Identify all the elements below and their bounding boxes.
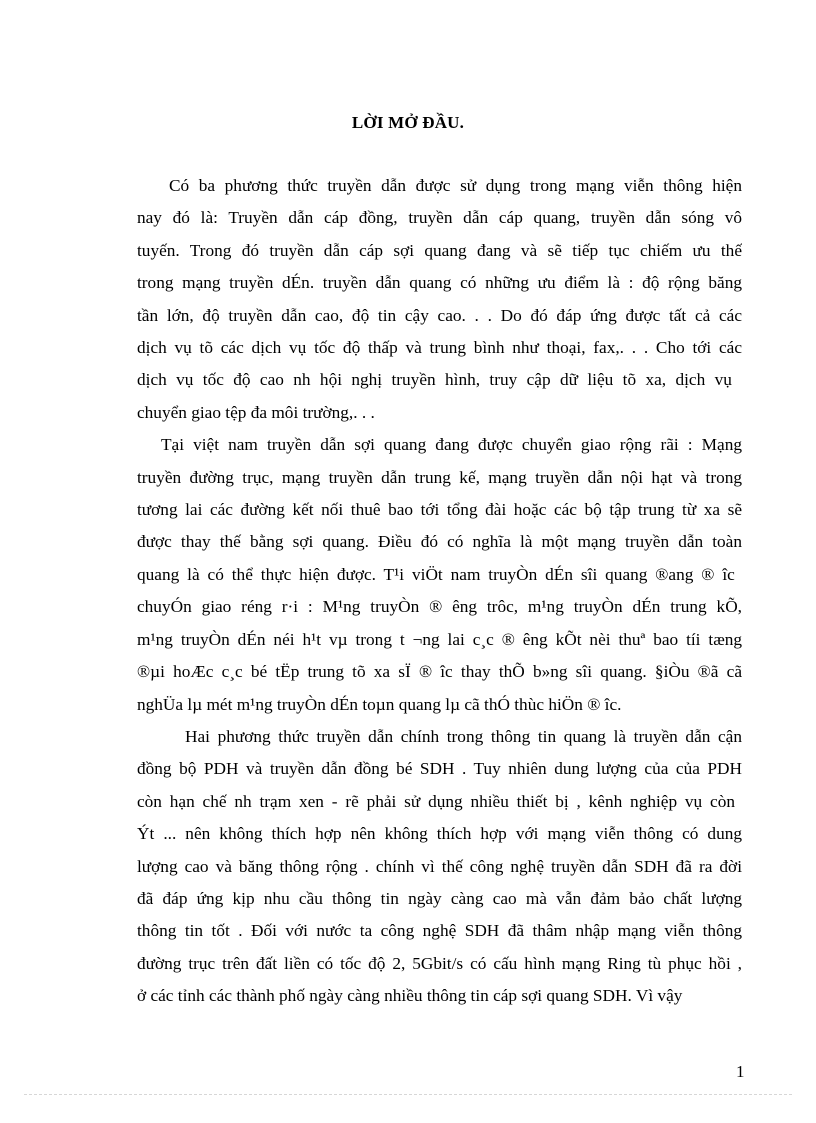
text-line: chuyển giao tệp đa môi trường,. . .: [137, 402, 375, 422]
paragraph: [137, 170, 742, 429]
text-line: Có ba phương thức truyền dẫn được sử dụng trong mạng viễn thông hiện: [169, 176, 742, 195]
text-line: ®µi hoÆc c¸c bé tËp trung tõ xa sÏ ® îc thay thÕ b»ng sîi quang. §iÒu ®ã cã: [137, 662, 742, 682]
text-line: dịch vụ tốc độ cao nh hội nghị truyền hình, truy cập dữ liệu tõ xa, dịch vụ: [137, 370, 732, 390]
text-line: dịch vụ tõ các dịch vụ tốc độ thấp và trung bình như thoại, fax,. . . Cho tới các: [137, 338, 742, 358]
text-line: Hai phương thức truyền dẫn chính trong thông tin quang là truyền dẫn cận: [185, 726, 742, 746]
page-bottom-divider: [24, 1094, 792, 1095]
document-body: [137, 170, 742, 1013]
text-line: thông tin tốt . Đối với nước ta công nghệ SDH đã thâm nhập mạng viễn thông: [137, 921, 742, 941]
text-line: đường trục trên đất liền có tốc độ 2, 5Gbit/s có cấu hình mạng Ring tù phục hồi ,: [137, 953, 742, 973]
text-line: ở các tỉnh các thành phố ngày càng nhiều thông tin cáp sợi quang SDH. Vì vậy: [137, 986, 683, 1006]
text-line: truyền đường trục, mạng truyền dẫn trung kế, mạng truyền dẫn nội hạt và trong: [137, 467, 742, 487]
text-line: nghÜa lµ mét m¹ng truyÒn dÉn toµn quang lµ cã thÓ thùc hiÖn ® îc.: [137, 694, 622, 714]
text-line: lượng cao và băng thông rộng . chính vì thế công nghệ truyền dẫn SDH đã ra đời: [137, 856, 742, 876]
paragraph: [137, 429, 742, 721]
text-line: m¹ng truyÒn dÉn néi h¹t vµ trong t ¬ng lai c¸c ® êng kÕt nèi thuª bao tíi tæng: [137, 629, 742, 649]
text-line: tương lai các đường kết nối thuê bao tới tổng đài hoặc các bộ tập trung từ xa sẽ: [137, 500, 742, 520]
text-line: quang là có thể thực hiện được. T¹i viÖt nam truyÒn dÉn sîi quang ®ang ® îc: [137, 564, 735, 584]
text-line: đã đáp ứng kịp nhu cầu thông tin ngày càng cao mà vẫn đảm bảo chất lượng: [137, 888, 742, 908]
text-line: trong mạng truyền dÉn. truyền dẫn quang có những ưu điểm là : độ rộng băng: [137, 273, 742, 293]
text-line: tuyến. Trong đó truyền dẫn cáp sợi quang đang và sẽ tiếp tục chiếm ưu thế: [137, 240, 742, 260]
text-line: còn hạn chế nh trạm xen - rẽ phải sử dụng nhiều thiết bị , kênh nghiệp vụ còn: [137, 791, 735, 811]
text-line: được thay thế bằng sợi quang. Điều đó có nghĩa là một mạng truyền dẫn toàn: [137, 532, 742, 552]
paragraph: [137, 721, 742, 1013]
text-line: chuyÓn giao réng r·i : M¹ng truyÒn ® êng trôc, m¹ng truyÒn dÉn trung kÕ,: [137, 597, 742, 617]
text-line: đồng bộ PDH và truyền dẫn đồng bé SDH . Tuy nhiên dung lượng của của PDH: [137, 759, 742, 779]
text-line: Ýt ... nên không thích hợp nên không thích hợp với mạng viễn thông có dung: [137, 824, 742, 844]
text-line: nay đó là: Truyền dẫn cáp đồng, truyền dẫn cáp quang, truyền dẫn sóng vô: [137, 208, 742, 228]
page-title: LỜI MỞ ĐẦU.: [351, 113, 465, 132]
text-line: Tại việt nam truyền dẫn sợi quang đang được chuyển giao rộng rãi : Mạng: [161, 435, 742, 455]
text-line: tần lớn, độ truyền dẫn cao, độ tin cậy cao. . . Do đó đáp ứng được tất cả các: [137, 305, 742, 325]
page-number: 1: [736, 1062, 745, 1081]
